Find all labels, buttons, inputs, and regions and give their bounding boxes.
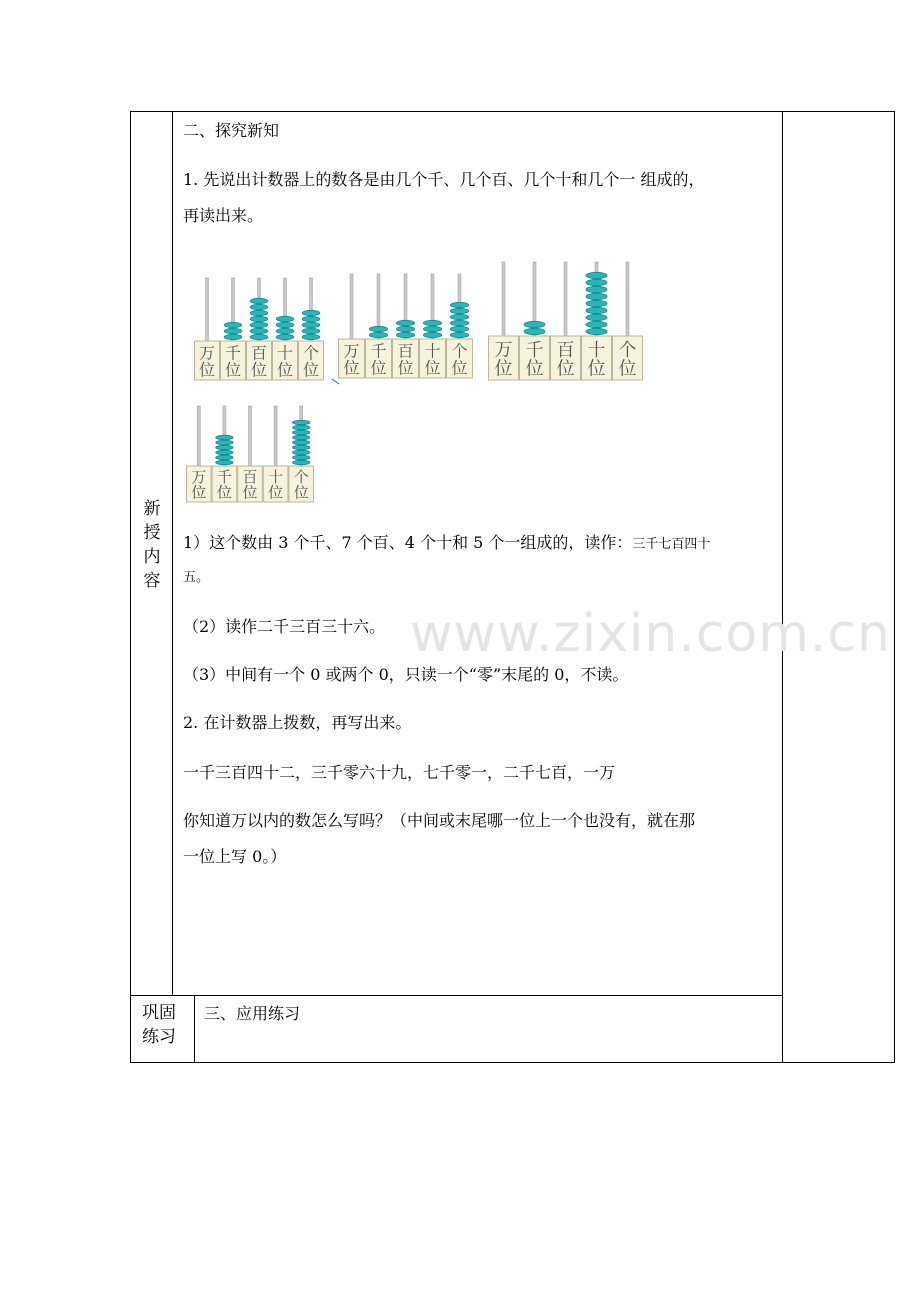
abacus-bead bbox=[250, 328, 268, 333]
place-label: 个 bbox=[302, 343, 320, 363]
place-label: 十 bbox=[268, 468, 284, 487]
answer-1: 1）这个数由 3 个千、7 个百、4 个十和 5 个一组成的，读作：三千七百四十 bbox=[183, 533, 711, 552]
abacus-bead bbox=[292, 445, 309, 449]
question-line1: 你知道万以内的数怎么写吗？（中间或末尾哪一位上一个也没有，就在那 bbox=[183, 811, 696, 830]
abacus-bead bbox=[524, 321, 545, 327]
abacus-bead bbox=[396, 320, 414, 325]
abacus-bead bbox=[250, 310, 268, 315]
place-label-suffix: 位 bbox=[276, 360, 294, 380]
column-divider-top-left bbox=[172, 111, 173, 996]
answer-1-line2: 五。 bbox=[183, 570, 210, 585]
place-label: 十 bbox=[424, 341, 441, 361]
heading-practice: 三、应用练习 bbox=[204, 1004, 301, 1023]
abacus-3 bbox=[488, 254, 643, 380]
abacus-bead bbox=[450, 326, 468, 331]
place-label: 千 bbox=[224, 343, 242, 363]
abacus-bead bbox=[216, 450, 233, 454]
abacus-bead bbox=[586, 307, 607, 313]
abacus-bead bbox=[302, 334, 320, 339]
abacus-bead bbox=[302, 316, 320, 321]
abacus-rod bbox=[274, 406, 277, 466]
abacus-bead bbox=[216, 445, 233, 449]
place-label: 万 bbox=[198, 343, 216, 363]
place-label-suffix: 位 bbox=[191, 483, 207, 502]
abacus-bead bbox=[302, 322, 320, 327]
abacus-bead bbox=[586, 314, 607, 320]
place-label: 个 bbox=[618, 339, 637, 361]
place-label: 十 bbox=[587, 339, 606, 361]
abacus-bead bbox=[216, 455, 233, 459]
abacus-bead bbox=[586, 300, 607, 306]
table-top-border bbox=[130, 111, 895, 112]
task-2-numbers: 一千三百四十二，三千零六十九，七千零一，二千七百，一万 bbox=[183, 763, 616, 782]
abacus-bead bbox=[524, 328, 545, 334]
abacus-rod bbox=[350, 274, 353, 339]
abacus-bead bbox=[276, 328, 294, 333]
column-divider-bottom-left bbox=[194, 995, 195, 1063]
place-label: 百 bbox=[250, 343, 268, 363]
abacus-bead bbox=[302, 328, 320, 333]
abacus-bead bbox=[292, 425, 309, 429]
place-label: 百 bbox=[556, 339, 575, 361]
abacus-rod bbox=[197, 406, 200, 466]
abacus-bead bbox=[586, 286, 607, 292]
heading-explore: 二、探究新知 bbox=[183, 121, 280, 140]
place-label-suffix: 位 bbox=[302, 360, 320, 380]
abacus-bead bbox=[423, 326, 441, 331]
place-label-suffix: 位 bbox=[268, 483, 284, 502]
abacus-bead bbox=[586, 279, 607, 285]
answer-3: （3）中间有一个 0 或两个 0，只读一个“零”末尾的 0，不读。 bbox=[183, 665, 629, 684]
place-label-suffix: 位 bbox=[397, 358, 414, 378]
table-right-border bbox=[894, 111, 895, 1063]
place-label-suffix: 位 bbox=[370, 358, 387, 378]
abacus-bead bbox=[250, 334, 268, 339]
place-label-suffix: 位 bbox=[242, 483, 258, 502]
place-label: 十 bbox=[276, 343, 294, 363]
pen-mark bbox=[332, 379, 340, 385]
place-label: 万 bbox=[191, 468, 207, 487]
abacus-bead bbox=[250, 298, 268, 303]
abacus-bead bbox=[276, 316, 294, 321]
place-label-suffix: 位 bbox=[198, 360, 216, 380]
place-label-suffix: 位 bbox=[451, 358, 468, 378]
column-divider-right bbox=[782, 111, 783, 1063]
place-label-suffix: 位 bbox=[494, 358, 513, 380]
abacus-bead bbox=[450, 320, 468, 325]
abacus-bead bbox=[369, 326, 387, 331]
abacus-bead bbox=[276, 334, 294, 339]
place-label-suffix: 位 bbox=[424, 358, 441, 378]
abacus-bead bbox=[450, 302, 468, 307]
abacus-bead bbox=[250, 304, 268, 309]
place-label-suffix: 位 bbox=[216, 483, 232, 502]
abacus-bead bbox=[292, 420, 309, 424]
abacus-bead bbox=[292, 450, 309, 454]
section-label-practice: 巩固练习 bbox=[142, 1003, 176, 1047]
abacus-bead bbox=[292, 455, 309, 459]
table-left-border bbox=[130, 111, 131, 1063]
abacus-bead bbox=[302, 310, 320, 315]
place-label-suffix: 位 bbox=[224, 360, 242, 380]
abacus-bead bbox=[586, 293, 607, 299]
place-label-suffix: 位 bbox=[293, 483, 309, 502]
abacus-bead bbox=[586, 272, 607, 278]
abacus-2 bbox=[338, 266, 473, 378]
abacus-bead bbox=[224, 322, 242, 327]
place-label-suffix: 位 bbox=[525, 358, 544, 380]
section-label-new: 新 授 内 容 bbox=[143, 499, 161, 591]
abacus-bead bbox=[423, 320, 441, 325]
abacus-bead bbox=[450, 332, 468, 337]
abacus-bead bbox=[586, 328, 607, 334]
task-2: 2. 在计数器上拨数，再写出来。 bbox=[183, 713, 412, 732]
abacus-bead bbox=[292, 430, 309, 434]
place-label: 千 bbox=[370, 341, 387, 361]
abacus-bead bbox=[216, 440, 233, 444]
row-divider bbox=[130, 995, 783, 996]
abacus-bead bbox=[396, 332, 414, 337]
table-bottom-border bbox=[130, 1062, 895, 1063]
abacus-bead bbox=[250, 316, 268, 321]
place-label: 千 bbox=[525, 339, 544, 361]
abacus-bead bbox=[292, 440, 309, 444]
abacus-rod bbox=[502, 262, 505, 336]
abacus-bead bbox=[450, 308, 468, 313]
place-label: 个 bbox=[293, 468, 309, 487]
task1-line1: 1. 先说出计数器上的数各是由几个千、几个百、几个十和几个一 组成的， bbox=[183, 170, 705, 189]
abacus-rod bbox=[564, 262, 567, 336]
place-label-suffix: 位 bbox=[250, 360, 268, 380]
abacus-4 bbox=[186, 398, 314, 502]
abacus-rod bbox=[249, 406, 252, 466]
abacus-bead bbox=[250, 322, 268, 327]
place-label: 万 bbox=[494, 339, 513, 361]
place-label: 百 bbox=[242, 468, 258, 487]
place-label-suffix: 位 bbox=[618, 358, 637, 380]
abacus-bead bbox=[216, 435, 233, 439]
abacus-bead bbox=[586, 321, 607, 327]
answer-2: （2）读作二千三百三十六。 bbox=[183, 617, 386, 636]
abacus-bead bbox=[292, 460, 309, 464]
place-label-suffix: 位 bbox=[556, 358, 575, 380]
abacus-rod bbox=[626, 262, 629, 336]
abacus-bead bbox=[396, 326, 414, 331]
place-label: 万 bbox=[343, 341, 360, 361]
abacus-rod bbox=[206, 278, 209, 341]
abacus-bead bbox=[224, 334, 242, 339]
question-line2: 一位上写 0。） bbox=[183, 847, 287, 866]
abacus-bead bbox=[369, 332, 387, 337]
abacus-1 bbox=[194, 270, 324, 380]
place-label: 千 bbox=[216, 468, 232, 487]
place-label: 个 bbox=[451, 341, 468, 361]
place-label: 百 bbox=[397, 341, 414, 361]
task1-line2: 再读出来。 bbox=[183, 206, 264, 225]
abacus-bead bbox=[216, 460, 233, 464]
place-label-suffix: 位 bbox=[343, 358, 360, 378]
abacus-bead bbox=[292, 435, 309, 439]
abacus-bead bbox=[276, 322, 294, 327]
abacus-bead bbox=[423, 332, 441, 337]
watermark: www.zixin.com.cn bbox=[410, 604, 891, 664]
abacus-bead bbox=[224, 328, 242, 333]
place-label-suffix: 位 bbox=[587, 358, 606, 380]
abacus-bead bbox=[450, 314, 468, 319]
